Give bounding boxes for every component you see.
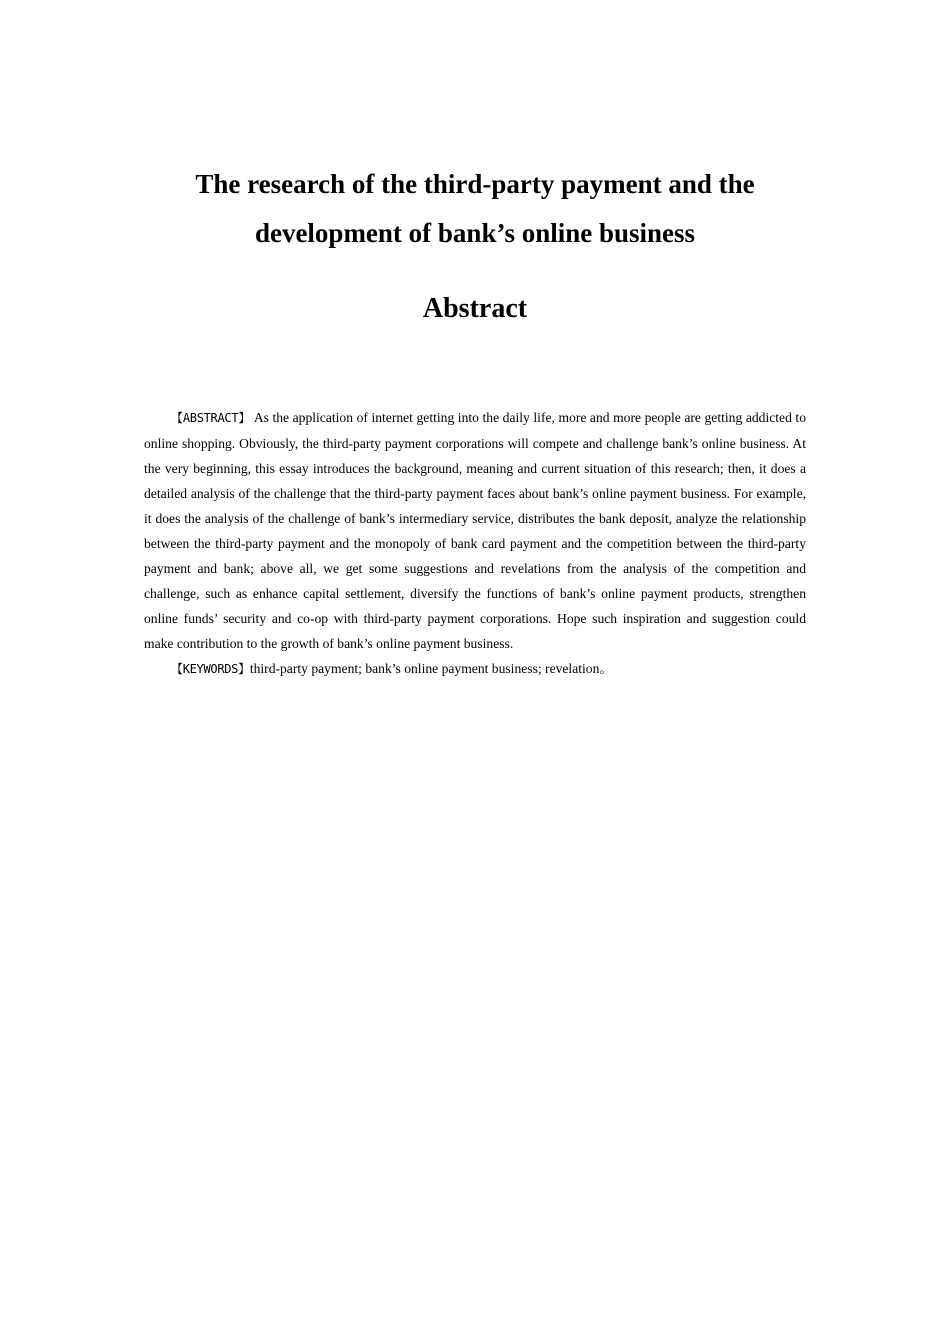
abstract-text: As the application of internet getting into the daily life, more and more people are getting addicted to online shopping. Obviously, the third-party payment corporations will compete and challenge bank’s online business. At the very beginning, this essay introduces the background, meaning and current situation of this research; then, it does a detailed analysis of the challenge that the third-party payment faces about bank’s online payment business. For example, it does the analysis of the challenge of bank’s intermediary service, distributes the bank deposit, analyze the relationship between the third-party payment and the monopoly of bank card payment and the competition between the third-party payment and bank; above all, we get some suggestions and revelations from the analysis of the competition and challenge, such as enhance capital settlement, diversify the functions of bank’s online payment products, strengthen online funds’ security and co-op with third-party payment corporations. Hope such inspiration and suggestion could make contribution to the growth of bank’s online payment business. [144, 410, 806, 651]
abstract-paragraph [144, 405, 806, 656]
keywords-text: third-party payment; bank’s online payment business; revelation。 [249, 661, 613, 676]
keywords-paragraph [144, 656, 806, 682]
abstract-heading: Abstract [422, 293, 528, 324]
abstract-tag: 【ABSTRACT】 [171, 411, 251, 425]
keywords-tag: 【KEYWORDS】 [171, 662, 250, 676]
paper-title-line-1: The research of the third-party payment and the [195, 169, 755, 199]
abstract-body [144, 405, 806, 682]
paper-title-line-2: development of bank’s online business [254, 218, 696, 248]
paper-title [100, 160, 850, 258]
